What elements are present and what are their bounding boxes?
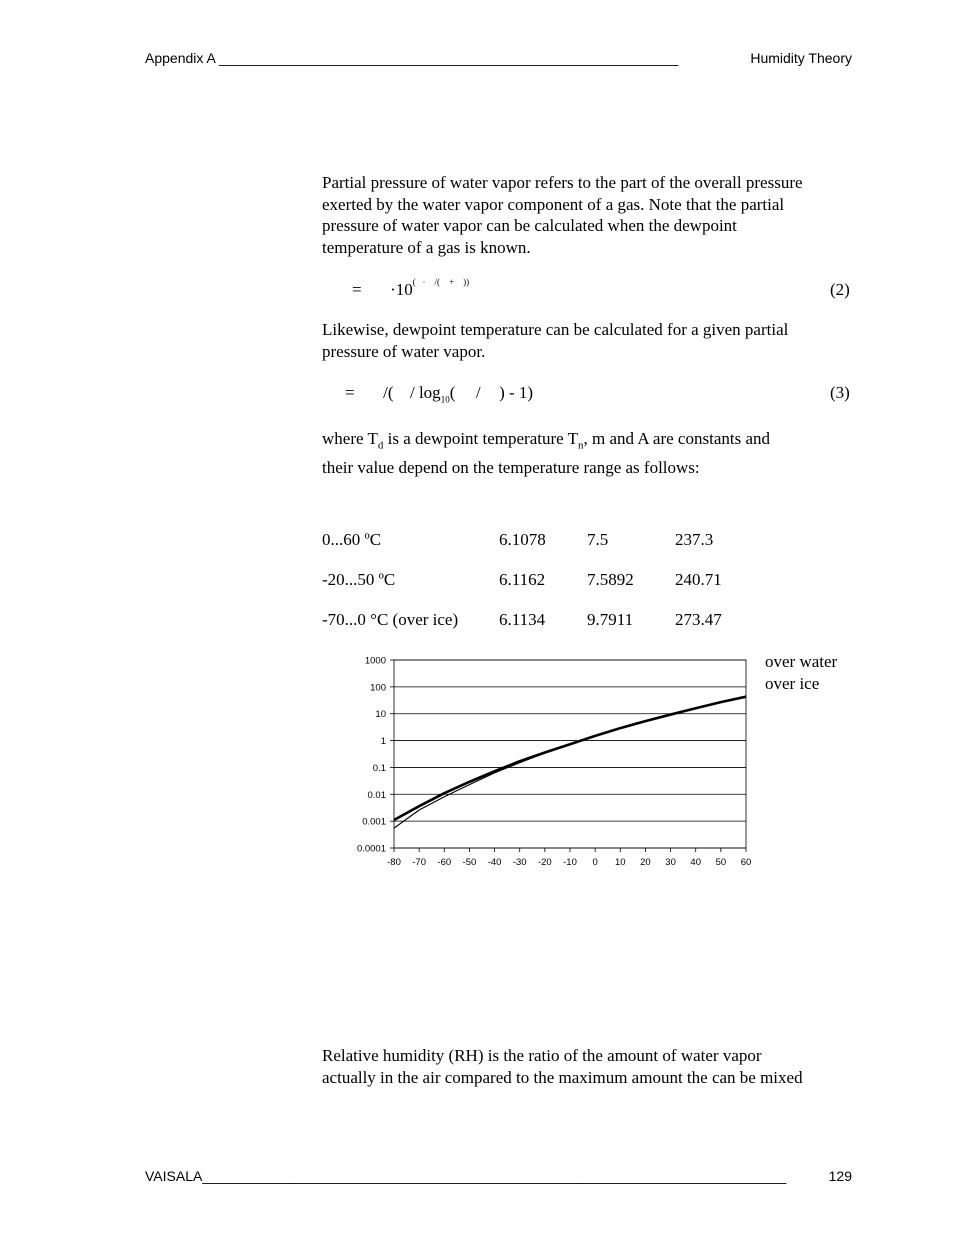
equation-part: /	[475, 383, 481, 402]
footer-company: VAISALA	[145, 1168, 203, 1184]
vapor-pressure-chart	[330, 650, 770, 875]
paragraph-relative-humidity	[322, 1045, 862, 1088]
cell-b: 7.5	[587, 530, 609, 549]
equation-3	[345, 383, 533, 404]
equation-3-number: (3)	[830, 383, 850, 402]
subscript-d: d	[377, 439, 384, 452]
cell-b: 7.5892	[587, 570, 634, 589]
equation-part: ) - 1)	[499, 383, 534, 402]
text-line: pressure of water vapor.	[322, 341, 486, 361]
cell-c: 237.3	[675, 530, 714, 549]
x-tick-label: -40	[487, 857, 502, 868]
chart-legend	[765, 651, 837, 694]
cell-range: -20...50 ºC	[322, 570, 396, 589]
equation-2-number: (2)	[830, 280, 850, 299]
paragraph-constants	[322, 428, 862, 479]
text-line: Partial pressure of water vapor refers to the part of the overall pressure	[322, 173, 803, 192]
cell-range: 0...60 ºC	[322, 530, 382, 549]
x-tick-label: -30	[512, 857, 527, 868]
x-tick-label: 40	[690, 857, 702, 868]
x-tick-label: -10	[563, 857, 577, 868]
page-footer-left	[145, 1168, 786, 1184]
x-tick-label: 60	[740, 857, 752, 868]
header-section: Appendix A	[145, 50, 216, 66]
equation-part: (	[449, 383, 456, 402]
cell-b: 9.7911	[587, 610, 634, 629]
x-tick-label: 50	[715, 857, 727, 868]
page-header-left	[145, 50, 678, 66]
equation-part: / log	[409, 383, 441, 402]
equation-exponent: ( · /( + ))	[412, 277, 470, 288]
page-number: 129	[825, 1168, 852, 1184]
x-tick-label: 20	[640, 857, 651, 868]
series-line-over-water	[394, 697, 746, 820]
y-tick-label: 10	[375, 709, 386, 721]
x-tick-label: -80	[387, 857, 401, 868]
text-line: Relative humidity (RH) is the ratio of the amount of water vapor	[322, 1046, 762, 1065]
y-tick-label: 100	[370, 682, 386, 694]
x-tick-label: -70	[412, 857, 427, 868]
text-span: is a dewpoint temperature T	[383, 429, 579, 448]
text-line: temperature of a gas is known.	[322, 237, 531, 257]
paragraph-dewpoint	[322, 319, 862, 362]
cell-a: 6.1134	[499, 610, 546, 629]
log-base: 10	[440, 394, 450, 405]
equation-2	[352, 277, 470, 300]
cell-c: 273.47	[675, 610, 722, 629]
series-line-over-ice	[394, 697, 746, 828]
chart-plot	[357, 656, 751, 869]
text-line: Likewise, dewpoint temperature can be calculated for a given partial	[322, 320, 789, 339]
cell-a: 6.1078	[499, 530, 546, 549]
header-rule: ___________________________________________________________	[218, 50, 679, 66]
x-tick-label: 0	[592, 857, 598, 868]
y-tick-label: 0.0001	[356, 843, 386, 855]
plot-frame	[394, 660, 746, 848]
y-tick-label: 0.1	[372, 762, 386, 774]
x-tick-label: -50	[462, 857, 477, 868]
paragraph-partial-pressure	[322, 172, 862, 258]
footer-rule: ___________________________________________________________________________	[202, 1168, 787, 1184]
x-tick-label: -20	[537, 857, 552, 868]
subscript-n: n	[578, 439, 584, 452]
cell-a: 6.1162	[499, 570, 546, 589]
cell-c: 240.71	[675, 570, 722, 589]
y-tick-label: 0.001	[362, 816, 386, 828]
equation-part: /(	[383, 383, 394, 402]
cell-range: -70...0 °C (over ice)	[322, 610, 459, 629]
x-tick-label: 30	[665, 857, 676, 868]
legend-over-water: over water	[765, 652, 838, 671]
text-line	[322, 428, 862, 457]
equals-sign: =	[345, 383, 355, 402]
x-tick-label: 10	[614, 857, 626, 868]
equation-body: ·10	[390, 280, 413, 299]
x-tick-label: -60	[437, 857, 452, 868]
text-span: where T	[322, 429, 378, 448]
text-line: pressure of water vapor can be calculated when the dewpoint	[322, 216, 737, 236]
header-title: Humidity Theory	[746, 50, 852, 66]
y-tick-label: 0.01	[367, 789, 386, 801]
text-line: exerted by the water vapor component of a gas. Note that the partial	[322, 194, 785, 214]
text-span: , m and A are constants and	[583, 429, 771, 448]
y-tick-label: 1	[380, 736, 386, 748]
legend-over-ice: over ice	[765, 673, 820, 693]
text-line: their value depend on the temperature range as follows:	[322, 457, 700, 477]
equals-sign: =	[352, 280, 362, 299]
y-tick-label: 1000	[364, 655, 386, 667]
text-line: actually in the air compared to the maximum amount the can be mixed	[322, 1067, 803, 1087]
